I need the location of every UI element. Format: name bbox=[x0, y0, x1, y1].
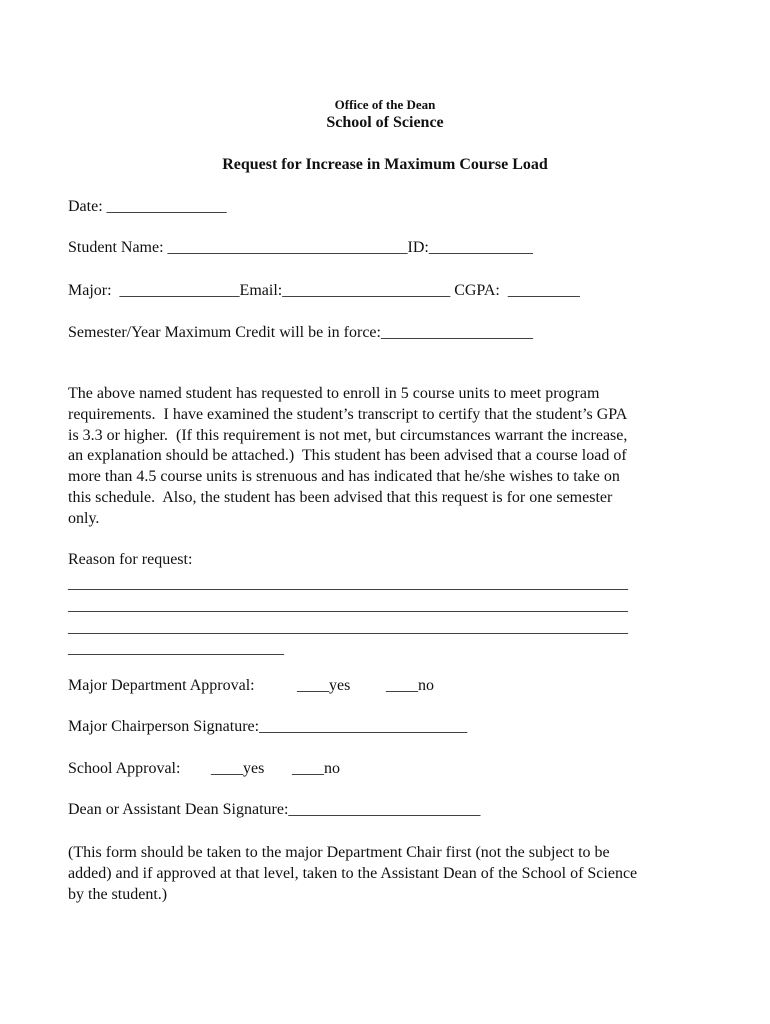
reason-line[interactable]: ______________________________________________________________________ bbox=[68, 619, 628, 636]
paragraph-line: is 3.3 or higher. (If this requirement is not met, but circumstances warrant the increase, bbox=[68, 426, 628, 444]
school-yes-field[interactable]: ____yes bbox=[211, 760, 265, 777]
form-title: Request for Increase in Maximum Course Load bbox=[222, 156, 548, 173]
note-line: (This form should be taken to the major Department Chair first (not the subject to be bbox=[68, 844, 610, 861]
reason-label: Reason for request: bbox=[68, 551, 193, 568]
school-heading: School of Science bbox=[326, 114, 444, 131]
note-line: by the student.) bbox=[68, 886, 168, 903]
major-email-cgpa-field[interactable]: Major: _______________Email:_____________________ CGPA: _________ bbox=[68, 282, 580, 299]
major-dept-no-field[interactable]: ____no bbox=[386, 677, 434, 694]
major-dept-yes-field[interactable]: ____yes bbox=[297, 677, 351, 694]
student-name-id-field[interactable]: Student Name: ______________________________ID:_____________ bbox=[68, 239, 533, 256]
date-field[interactable]: Date: _______________ bbox=[68, 198, 227, 215]
routing-note bbox=[68, 842, 708, 905]
reason-line[interactable]: ______________________________________________________________________ bbox=[68, 597, 628, 614]
school-no-field[interactable]: ____no bbox=[292, 760, 340, 777]
office-heading: Office of the Dean bbox=[334, 97, 436, 112]
reason-line[interactable]: ___________________________ bbox=[68, 640, 284, 657]
major-dept-approval-label: Major Department Approval: bbox=[68, 677, 255, 694]
note-line: added) and if approved at that level, taken to the Assistant Dean of the School of Science bbox=[68, 865, 638, 882]
dean-signature-field[interactable]: Dean or Assistant Dean Signature:________________________ bbox=[68, 801, 481, 818]
paragraph-line: an explanation should be attached.) This student has been advised that a course load of bbox=[68, 447, 627, 465]
reason-line[interactable]: ______________________________________________________________________ bbox=[68, 575, 628, 592]
paragraph-line: this schedule. Also, the student has been advised that this request is for one semester bbox=[68, 488, 613, 506]
paragraph-line: only. bbox=[68, 509, 100, 527]
certification-paragraph bbox=[68, 384, 708, 530]
paragraph-line: The above named student has requested to enroll in 5 course units to meet program bbox=[68, 385, 600, 402]
school-approval-label: School Approval: bbox=[68, 760, 181, 777]
paragraph-line: requirements. I have examined the student’s transcript to certify that the student’s GPA bbox=[68, 405, 628, 423]
semester-credit-field[interactable]: Semester/Year Maximum Credit will be in force:___________________ bbox=[68, 324, 533, 341]
paragraph-line: more than 4.5 course units is strenuous and has indicated that he/she wishes to take on bbox=[68, 468, 620, 486]
chair-signature-field[interactable]: Major Chairperson Signature:__________________________ bbox=[68, 718, 468, 735]
